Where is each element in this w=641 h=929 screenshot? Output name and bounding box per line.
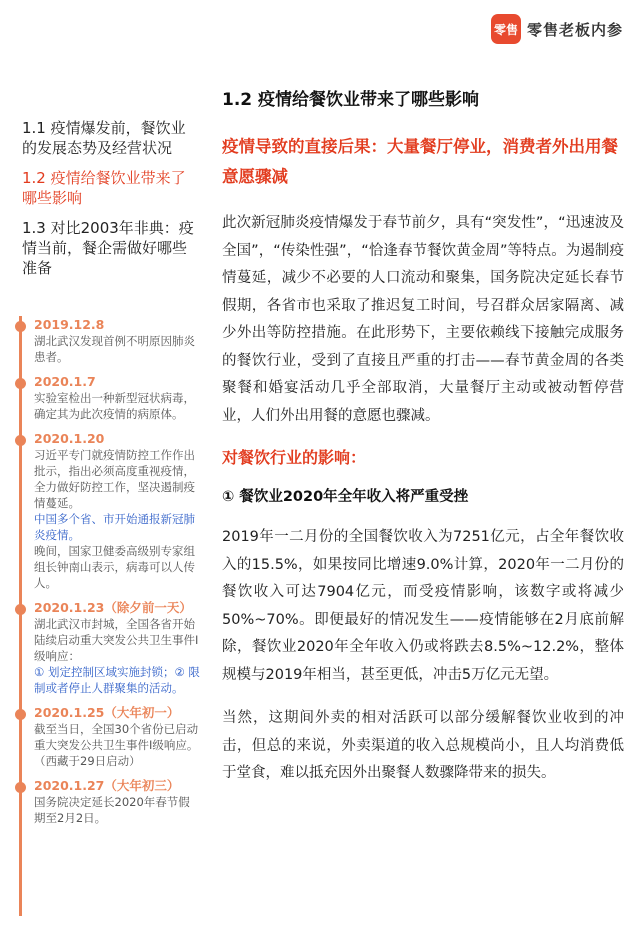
- point-heading: ① 餐饮业2020年全年收入将严重受挫: [222, 489, 469, 505]
- timeline-date: 2020.1.27（大年初三）: [34, 778, 180, 793]
- headline: 疫情导致的直接后果：大量餐厅停业，消费者外出用餐意愿骤减: [222, 137, 618, 186]
- paragraph: 此次新冠肺炎疫情爆发于春节前夕，具有“突发性”，“迅速波及全国”，“传染性强”，“恰逢春节餐饮黄金周”等特点。为遏制疫情蔓延，减少不必要的人口流动和聚集，国务院决定延长春节假期，各省市也采取了推迟复工时间，号召群众居家隔离、减少外出等防控措施。在此形势下，主要依赖线下接触完成服务的餐饮行业，受到了直接且严重的打击——春节黄金周的各类聚餐和婚宴活动几乎全部取消，大量餐厅主动或被动暂停营业，人们外出用餐的意愿也骤减。: [222, 215, 624, 424]
- timeline-text: 湖北武汉市封城，全国各省开始陆续启动重大突发公共卫生事件I级响应：: [34, 617, 199, 663]
- timeline-entry: [14, 777, 200, 826]
- timeline-date: 2020.1.23（除夕前一天）: [34, 600, 192, 615]
- toc-item-1-1[interactable]: 1.1 疫情爆发前，餐饮业的发展态势及经营状况: [22, 119, 186, 157]
- timeline-dot-icon: [15, 604, 26, 615]
- timeline-highlight: 中国多个省、市开始通报新冠肺炎疫情。: [34, 512, 195, 542]
- timeline-highlight: ① 划定控制区域实施封锁；② 限制或者停止人群聚集的活动。: [34, 665, 200, 695]
- brand-logo-icon: 零售: [491, 14, 521, 44]
- brand-header: [491, 14, 623, 44]
- timeline-dot-icon: [15, 709, 26, 720]
- timeline: [14, 316, 200, 916]
- timeline-date: 2020.1.7: [34, 374, 96, 389]
- table-of-contents: [22, 118, 194, 288]
- toc-item-1-3[interactable]: 1.3 对比2003年非典：疫情当前，餐企需做好哪些准备: [22, 219, 194, 277]
- sub-heading: 对餐饮行业的影响：: [222, 448, 367, 467]
- timeline-text: 习近平专门就疫情防控工作作出批示，指出必须高度重视疫情，全力做好防控工作，坚决遏制疫情蔓延。: [34, 448, 195, 510]
- timeline-date: 2019.12.8: [34, 317, 105, 332]
- section-title: 1.2 疫情给餐饮业带来了哪些影响: [222, 90, 480, 110]
- timeline-text: 国务院决定延长2020年春节假期至2月2日。: [34, 795, 190, 825]
- main-content: [222, 88, 624, 804]
- timeline-date: 2020.1.25（大年初一）: [34, 705, 180, 720]
- timeline-text: 实验室检出一种新型冠状病毒，确定其为此次疫情的病原体。: [34, 391, 195, 421]
- paragraph: 当然，这期间外卖的相对活跃可以部分缓解餐饮业收到的冲击，但总的来说，外卖渠道的收入总规模尚小，且人均消费低于堂食，难以抵充因外出聚餐人数骤降带来的损失。: [222, 710, 624, 781]
- timeline-text: 湖北武汉发现首例不明原因肺炎患者。: [34, 334, 195, 364]
- paragraph: 2019年一二月份的全国餐饮收入为7251亿元，占全年餐饮收入的15.5%，如果按同比增速9.0%计算，2020年一二月份的餐饮收入可达7904亿元，而受疫情影响，该数字或将减少50%~70%。即便最好的情况发生——疫情能够在2月底前解除，餐饮业2020年全年收入仍或将跌去8.5%~12.2%，整体规模与2019年相当，甚至更低，冲击5万亿元无望。: [222, 529, 624, 683]
- timeline-entry: [14, 316, 200, 365]
- timeline-dot-icon: [15, 435, 26, 446]
- brand-name: 零售老板内参: [526, 20, 623, 39]
- timeline-dot-icon: [15, 321, 26, 332]
- timeline-entry: [14, 599, 200, 696]
- timeline-dot-icon: [15, 782, 26, 793]
- timeline-text: 晚间，国家卫健委高级别专家组组长钟南山表示，病毒可以人传人。: [34, 544, 195, 590]
- timeline-entry: [14, 704, 200, 769]
- timeline-date: 2020.1.20: [34, 431, 105, 446]
- timeline-text: 截至当日，全国30个省份已启动重大突发公共卫生事件I级响应。（西藏于29日启动）: [34, 722, 199, 768]
- timeline-entry: [14, 373, 200, 422]
- timeline-dot-icon: [15, 378, 26, 389]
- timeline-entry: [14, 430, 200, 591]
- toc-item-1-2[interactable]: 1.2 疫情给餐饮业带来了哪些影响: [22, 169, 186, 207]
